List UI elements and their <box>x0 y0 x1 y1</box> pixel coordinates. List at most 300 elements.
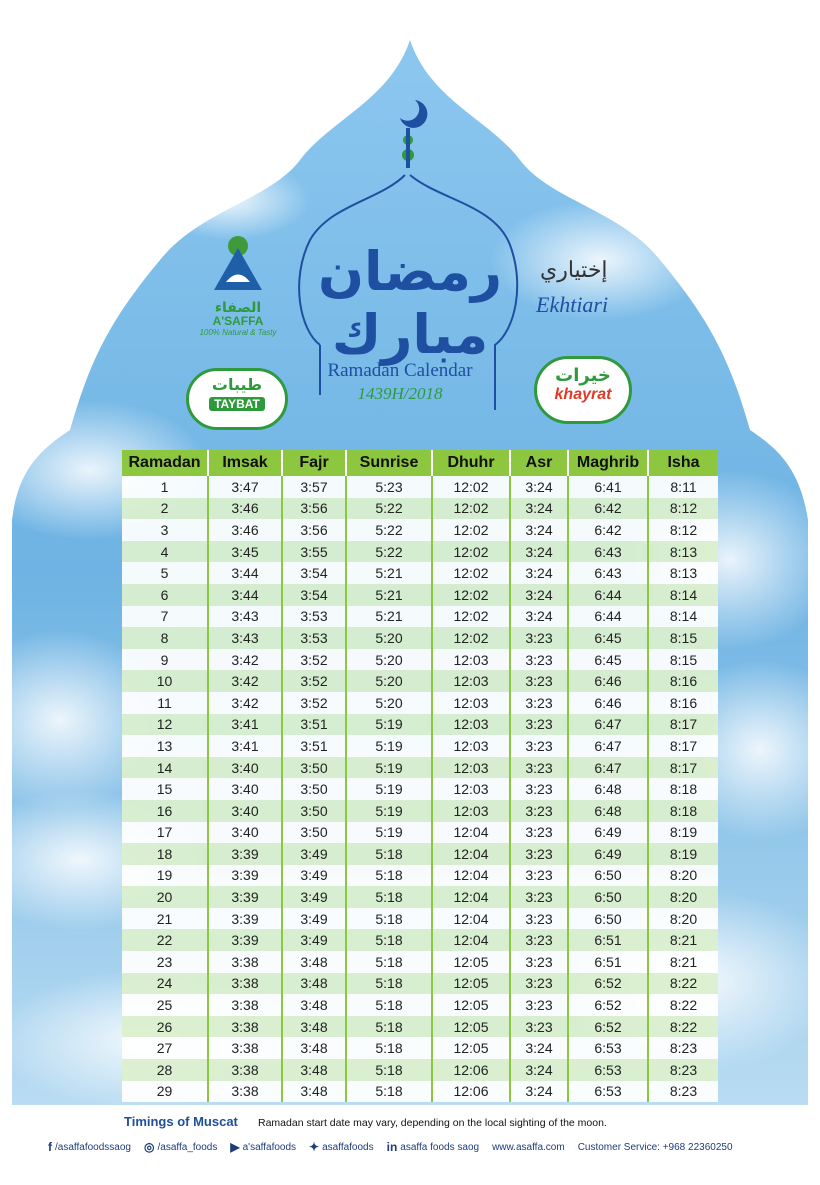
instagram-link[interactable]: ◎ /asaffa_foods <box>144 1140 218 1154</box>
table-cell: 12:02 <box>432 476 510 498</box>
table-cell: 6:52 <box>568 973 648 995</box>
table-cell: 6:51 <box>568 929 648 951</box>
table-cell: 6:51 <box>568 951 648 973</box>
table-cell: 8:21 <box>648 951 718 973</box>
table-cell: 10 <box>122 670 208 692</box>
table-cell: 6:53 <box>568 1037 648 1059</box>
table-cell: 6 <box>122 584 208 606</box>
table-cell: 6:46 <box>568 670 648 692</box>
table-cell: 3:39 <box>208 908 282 930</box>
table-cell: 5:19 <box>346 735 432 757</box>
table-cell: 6:48 <box>568 778 648 800</box>
table-cell: 3:43 <box>208 627 282 649</box>
table-cell: 5:18 <box>346 1059 432 1081</box>
table-cell: 12:05 <box>432 1037 510 1059</box>
table-row <box>122 1037 718 1059</box>
table-cell: 4 <box>122 541 208 563</box>
table-row <box>122 670 718 692</box>
table-cell: 3:57 <box>282 476 346 498</box>
header-isha: Isha <box>648 450 718 476</box>
table-cell: 3:50 <box>282 800 346 822</box>
ekhtiari-arabic: إختياري <box>540 258 608 283</box>
asaffa-name: A'SAFFA <box>212 314 264 328</box>
table-row <box>122 1081 718 1103</box>
table-cell: 27 <box>122 1037 208 1059</box>
table-cell: 3:24 <box>510 498 568 520</box>
calendar-year: 1439H/2018 <box>357 384 443 403</box>
table-cell: 5:18 <box>346 1037 432 1059</box>
table-cell: 5:21 <box>346 584 432 606</box>
table-cell: 12:04 <box>432 865 510 887</box>
table-cell: 3:54 <box>282 562 346 584</box>
table-cell: 3:53 <box>282 627 346 649</box>
table-cell: 3:40 <box>208 822 282 844</box>
table-cell: 5:18 <box>346 1081 432 1103</box>
twitter-icon: ✦ <box>309 1140 320 1154</box>
table-cell: 3:56 <box>282 519 346 541</box>
table-cell: 3:23 <box>510 692 568 714</box>
linkedin-link[interactable]: in asaffa foods saog <box>386 1140 480 1154</box>
table-cell: 5:18 <box>346 951 432 973</box>
table-cell: 3:50 <box>282 778 346 800</box>
table-cell: 3:38 <box>208 1016 282 1038</box>
table-cell: 12:03 <box>432 670 510 692</box>
table-cell: 8:21 <box>648 929 718 951</box>
table-cell: 6:48 <box>568 800 648 822</box>
table-row <box>122 476 718 498</box>
table-row <box>122 757 718 779</box>
table-cell: 12:03 <box>432 692 510 714</box>
table-cell: 8:12 <box>648 498 718 520</box>
calendar-title-block <box>300 360 500 404</box>
table-cell: 3:23 <box>510 670 568 692</box>
table-row <box>122 778 718 800</box>
table-cell: 3:50 <box>282 822 346 844</box>
table-cell: 8:23 <box>648 1037 718 1059</box>
table-cell: 6:53 <box>568 1059 648 1081</box>
table-cell: 8 <box>122 627 208 649</box>
table-cell: 3:46 <box>208 519 282 541</box>
table-cell: 8:19 <box>648 822 718 844</box>
table-cell: 6:44 <box>568 606 648 628</box>
table-cell: 8:14 <box>648 584 718 606</box>
table-cell: 3:24 <box>510 606 568 628</box>
table-cell: 12:04 <box>432 843 510 865</box>
table-row <box>122 1059 718 1081</box>
table-cell: 3:52 <box>282 670 346 692</box>
table-cell: 3:38 <box>208 1081 282 1103</box>
table-cell: 12:03 <box>432 714 510 736</box>
table-row <box>122 973 718 995</box>
table-cell: 3 <box>122 519 208 541</box>
table-cell: 8:17 <box>648 757 718 779</box>
table-cell: 3:56 <box>282 498 346 520</box>
taybat-name: TAYBAT <box>209 397 265 411</box>
table-cell: 3:48 <box>282 951 346 973</box>
table-cell: 8:16 <box>648 670 718 692</box>
table-cell: 3:49 <box>282 843 346 865</box>
table-cell: 2 <box>122 498 208 520</box>
table-cell: 12:05 <box>432 994 510 1016</box>
table-cell: 3:52 <box>282 649 346 671</box>
table-cell: 12:04 <box>432 886 510 908</box>
khayrat-arabic: خيرات <box>555 365 611 386</box>
ekhtiari-logo: Ekhtiari <box>536 292 609 317</box>
table-row <box>122 519 718 541</box>
footer-social-bar <box>48 1140 788 1154</box>
table-cell: 3:23 <box>510 843 568 865</box>
table-cell: 3:51 <box>282 714 346 736</box>
table-cell: 12:02 <box>432 627 510 649</box>
table-cell: 3:23 <box>510 951 568 973</box>
table-cell: 16 <box>122 800 208 822</box>
table-cell: 8:11 <box>648 476 718 498</box>
instagram-icon: ◎ <box>144 1140 155 1154</box>
table-cell: 6:47 <box>568 757 648 779</box>
table-cell: 3:23 <box>510 757 568 779</box>
table-row <box>122 929 718 951</box>
table-cell: 12:03 <box>432 735 510 757</box>
table-cell: 12:02 <box>432 584 510 606</box>
table-cell: 3:49 <box>282 886 346 908</box>
table-cell: 8:17 <box>648 735 718 757</box>
table-cell: 3:43 <box>208 606 282 628</box>
table-cell: 12:02 <box>432 519 510 541</box>
table-cell: 5:18 <box>346 1016 432 1038</box>
table-cell: 8:12 <box>648 519 718 541</box>
table-row <box>122 692 718 714</box>
table-cell: 3:24 <box>510 584 568 606</box>
table-cell: 8:23 <box>648 1059 718 1081</box>
header-fajr: Fajr <box>282 450 346 476</box>
table-cell: 3:24 <box>510 541 568 563</box>
khayrat-name: khayrat <box>554 386 612 403</box>
table-cell: 3:23 <box>510 778 568 800</box>
table-cell: 6:53 <box>568 1081 648 1103</box>
table-cell: 5:18 <box>346 973 432 995</box>
table-cell: 3:23 <box>510 973 568 995</box>
table-cell: 5:19 <box>346 757 432 779</box>
linkedin-icon: in <box>386 1140 398 1154</box>
table-cell: 28 <box>122 1059 208 1081</box>
table-cell: 3:49 <box>282 929 346 951</box>
table-cell: 8:15 <box>648 649 718 671</box>
table-cell: 3:24 <box>510 476 568 498</box>
table-cell: 12:06 <box>432 1081 510 1103</box>
table-cell: 5:20 <box>346 670 432 692</box>
table-cell: 3:23 <box>510 865 568 887</box>
table-cell: 3:53 <box>282 606 346 628</box>
table-row <box>122 865 718 887</box>
table-cell: 7 <box>122 606 208 628</box>
table-row <box>122 908 718 930</box>
table-cell: 12:02 <box>432 606 510 628</box>
table-cell: 5:20 <box>346 649 432 671</box>
table-row <box>122 649 718 671</box>
table-cell: 6:43 <box>568 541 648 563</box>
table-cell: 23 <box>122 951 208 973</box>
table-cell: 3:23 <box>510 800 568 822</box>
table-cell: 24 <box>122 973 208 995</box>
table-cell: 5:19 <box>346 714 432 736</box>
table-cell: 3:42 <box>208 649 282 671</box>
table-cell: 5 <box>122 562 208 584</box>
table-cell: 8:17 <box>648 714 718 736</box>
table-cell: 3:23 <box>510 886 568 908</box>
table-cell: 3:24 <box>510 562 568 584</box>
table-cell: 8:16 <box>648 692 718 714</box>
table-cell: 12 <box>122 714 208 736</box>
table-cell: 6:44 <box>568 584 648 606</box>
table-cell: 3:24 <box>510 1081 568 1103</box>
table-cell: 5:20 <box>346 627 432 649</box>
table-cell: 12:04 <box>432 822 510 844</box>
table-cell: 6:50 <box>568 865 648 887</box>
table-cell: 29 <box>122 1081 208 1103</box>
table-cell: 3:39 <box>208 929 282 951</box>
table-cell: 3:44 <box>208 562 282 584</box>
table-cell: 5:20 <box>346 692 432 714</box>
taybat-arabic: طيبات <box>211 375 263 394</box>
table-cell: 12:05 <box>432 1016 510 1038</box>
table-cell: 12:03 <box>432 649 510 671</box>
table-cell: 8:13 <box>648 541 718 563</box>
table-cell: 3:40 <box>208 757 282 779</box>
table-cell: 5:18 <box>346 886 432 908</box>
table-cell: 14 <box>122 757 208 779</box>
asaffa-logo <box>188 232 288 337</box>
table-cell: 3:23 <box>510 908 568 930</box>
table-cell: 1 <box>122 476 208 498</box>
ramadan-mubarak-calligraphy: رمضان مبارك <box>317 240 503 366</box>
table-cell: 3:48 <box>282 973 346 995</box>
twitter-link[interactable]: ✦ asaffafoods <box>309 1140 374 1154</box>
table-cell: 3:41 <box>208 714 282 736</box>
table-cell: 3:46 <box>208 498 282 520</box>
table-cell: 12:05 <box>432 951 510 973</box>
table-cell: 5:18 <box>346 908 432 930</box>
table-cell: 17 <box>122 822 208 844</box>
table-cell: 3:49 <box>282 865 346 887</box>
table-cell: 5:22 <box>346 541 432 563</box>
timings-of-muscat: Timings of Muscat <box>124 1114 238 1129</box>
table-cell: 5:22 <box>346 519 432 541</box>
table-cell: 12:03 <box>432 800 510 822</box>
table-cell: 3:48 <box>282 1059 346 1081</box>
table-cell: 8:18 <box>648 800 718 822</box>
table-cell: 3:23 <box>510 929 568 951</box>
table-cell: 5:21 <box>346 606 432 628</box>
table-cell: 9 <box>122 649 208 671</box>
table-row <box>122 627 718 649</box>
table-row <box>122 562 718 584</box>
table-cell: 3:23 <box>510 649 568 671</box>
website-link[interactable]: www.asaffa.com <box>492 1141 565 1153</box>
table-cell: 3:38 <box>208 1037 282 1059</box>
table-cell: 12:04 <box>432 908 510 930</box>
table-cell: 5:19 <box>346 822 432 844</box>
table-cell: 15 <box>122 778 208 800</box>
table-cell: 3:54 <box>282 584 346 606</box>
taybat-logo <box>186 368 288 430</box>
table-cell: 20 <box>122 886 208 908</box>
table-cell: 3:24 <box>510 1059 568 1081</box>
table-cell: 5:18 <box>346 929 432 951</box>
table-row <box>122 822 718 844</box>
table-cell: 3:47 <box>208 476 282 498</box>
table-cell: 6:45 <box>568 649 648 671</box>
header-ramadan: Ramadan <box>122 450 208 476</box>
table-cell: 21 <box>122 908 208 930</box>
table-row <box>122 800 718 822</box>
table-header-row <box>122 450 718 476</box>
table-cell: 5:18 <box>346 994 432 1016</box>
table-row <box>122 714 718 736</box>
table-cell: 26 <box>122 1016 208 1038</box>
table-cell: 8:20 <box>648 865 718 887</box>
table-cell: 3:48 <box>282 1037 346 1059</box>
table-cell: 3:23 <box>510 714 568 736</box>
table-cell: 8:18 <box>648 778 718 800</box>
table-cell: 3:45 <box>208 541 282 563</box>
header-imsak: Imsak <box>208 450 282 476</box>
table-cell: 3:51 <box>282 735 346 757</box>
table-cell: 6:52 <box>568 994 648 1016</box>
table-cell: 3:23 <box>510 994 568 1016</box>
asaffa-tagline: 100% Natural & Tasty <box>199 328 277 337</box>
table-cell: 6:49 <box>568 822 648 844</box>
prayer-timetable <box>122 450 718 1102</box>
table-cell: 6:52 <box>568 1016 648 1038</box>
table-cell: 11 <box>122 692 208 714</box>
table-row <box>122 606 718 628</box>
table-cell: 3:38 <box>208 973 282 995</box>
header-dhuhr: Dhuhr <box>432 450 510 476</box>
header-sunrise: Sunrise <box>346 450 432 476</box>
table-cell: 3:23 <box>510 1016 568 1038</box>
table-cell: 3:23 <box>510 735 568 757</box>
table-cell: 3:44 <box>208 584 282 606</box>
table-cell: 3:52 <box>282 692 346 714</box>
table-cell: 19 <box>122 865 208 887</box>
table-cell: 3:48 <box>282 1081 346 1103</box>
table-cell: 3:55 <box>282 541 346 563</box>
table-cell: 5:22 <box>346 498 432 520</box>
table-cell: 12:02 <box>432 498 510 520</box>
table-cell: 3:48 <box>282 1016 346 1038</box>
table-row <box>122 1016 718 1038</box>
table-cell: 6:43 <box>568 562 648 584</box>
table-cell: 3:24 <box>510 1037 568 1059</box>
table-cell: 6:42 <box>568 498 648 520</box>
table-cell: 12:06 <box>432 1059 510 1081</box>
table-cell: 3:23 <box>510 627 568 649</box>
facebook-icon: f <box>48 1140 52 1154</box>
table-cell: 6:50 <box>568 886 648 908</box>
table-cell: 3:38 <box>208 994 282 1016</box>
asaffa-bird-icon <box>206 232 270 296</box>
table-cell: 5:19 <box>346 800 432 822</box>
table-cell: 8:22 <box>648 973 718 995</box>
table-cell: 6:45 <box>568 627 648 649</box>
table-cell: 22 <box>122 929 208 951</box>
calendar-title: Ramadan Calendar <box>327 360 473 381</box>
table-cell: 3:42 <box>208 692 282 714</box>
table-cell: 12:05 <box>432 973 510 995</box>
table-cell: 6:41 <box>568 476 648 498</box>
table-cell: 8:22 <box>648 994 718 1016</box>
header-asr: Asr <box>510 450 568 476</box>
table-row <box>122 951 718 973</box>
table-cell: 18 <box>122 843 208 865</box>
table-cell: 8:20 <box>648 886 718 908</box>
table-cell: 6:47 <box>568 714 648 736</box>
khayrat-logo <box>534 356 632 424</box>
table-cell: 12:03 <box>432 757 510 779</box>
table-cell: 3:38 <box>208 1059 282 1081</box>
table-cell: 3:39 <box>208 843 282 865</box>
table-cell: 8:22 <box>648 1016 718 1038</box>
table-cell: 3:23 <box>510 822 568 844</box>
table-cell: 3:41 <box>208 735 282 757</box>
table-cell: 12:02 <box>432 541 510 563</box>
table-cell: 8:20 <box>648 908 718 930</box>
table-cell: 3:39 <box>208 886 282 908</box>
facebook-link[interactable]: f /asaffafoodssaog <box>48 1140 131 1154</box>
table-cell: 8:14 <box>648 606 718 628</box>
table-cell: 5:19 <box>346 778 432 800</box>
table-cell: 12:04 <box>432 929 510 951</box>
table-cell: 8:19 <box>648 843 718 865</box>
table-cell: 5:21 <box>346 562 432 584</box>
table-cell: 3:40 <box>208 778 282 800</box>
table-cell: 3:24 <box>510 519 568 541</box>
table-cell: 25 <box>122 994 208 1016</box>
table-cell: 3:39 <box>208 865 282 887</box>
table-cell: 6:47 <box>568 735 648 757</box>
table-cell: 3:42 <box>208 670 282 692</box>
table-row <box>122 584 718 606</box>
table-cell: 13 <box>122 735 208 757</box>
table-row <box>122 735 718 757</box>
table-cell: 12:02 <box>432 562 510 584</box>
header-maghrib: Maghrib <box>568 450 648 476</box>
table-cell: 6:49 <box>568 843 648 865</box>
table-cell: 5:23 <box>346 476 432 498</box>
table-cell: 3:48 <box>282 994 346 1016</box>
table-cell: 6:50 <box>568 908 648 930</box>
table-row <box>122 886 718 908</box>
table-cell: 6:46 <box>568 692 648 714</box>
youtube-link[interactable]: ▶ a'saffafoods <box>230 1140 297 1154</box>
table-row <box>122 541 718 563</box>
table-cell: 3:40 <box>208 800 282 822</box>
table-row <box>122 994 718 1016</box>
table-cell: 6:42 <box>568 519 648 541</box>
start-date-note: Ramadan start date may vary, depending on the local sighting of the moon. <box>258 1117 607 1129</box>
table-row <box>122 498 718 520</box>
table-cell: 5:18 <box>346 865 432 887</box>
table-cell: 3:49 <box>282 908 346 930</box>
table-cell: 8:15 <box>648 627 718 649</box>
customer-service: Customer Service: +968 22360250 <box>577 1141 733 1153</box>
table-row <box>122 843 718 865</box>
table-cell: 3:50 <box>282 757 346 779</box>
table-cell: 8:13 <box>648 562 718 584</box>
table-cell: 8:23 <box>648 1081 718 1103</box>
table-cell: 5:18 <box>346 843 432 865</box>
youtube-icon: ▶ <box>230 1140 240 1154</box>
